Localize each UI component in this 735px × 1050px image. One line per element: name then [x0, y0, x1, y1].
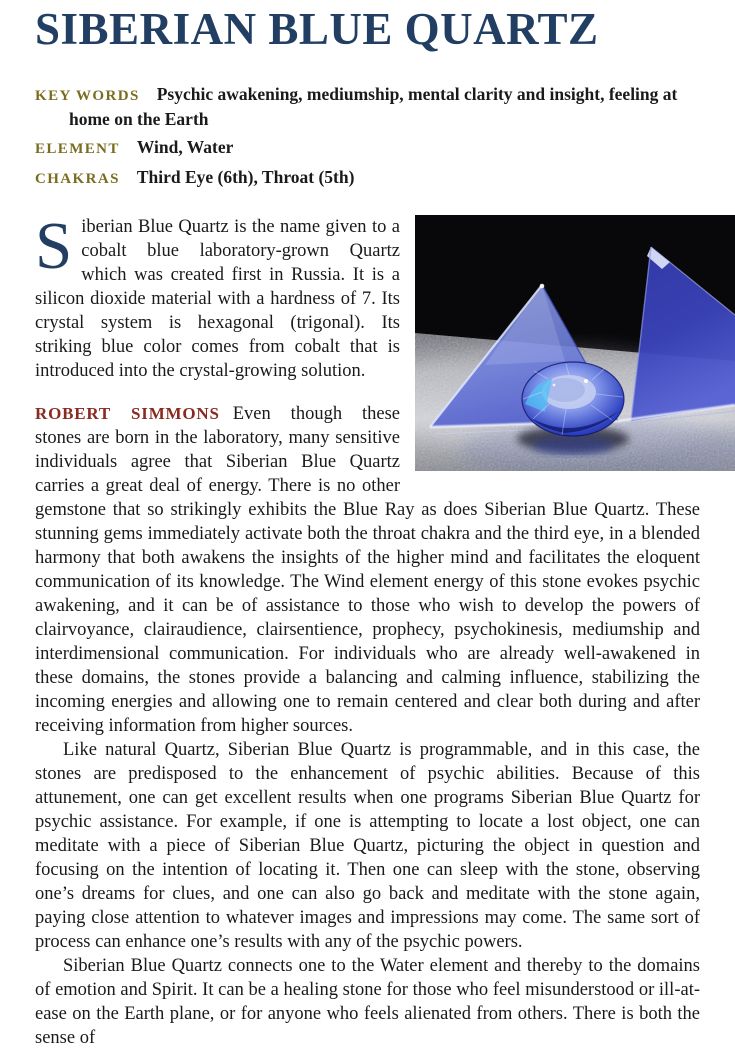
body-paragraph: Like natural Quartz, Siberian Blue Quartz is programmable, and in this case, the stones are predisposed to the enhancement of psychic abilities. Because of this attunement, one can get excellent results when one programs Siberian Blue Quartz for psychic assistance. For example, if one is attempting to locate a lost object, one can meditate with a piece of Siberian Blue Quartz, picturing the object in question and focusing on the intention of locating it. Then one can sleep with the stone, observing one’s dreams for clues, and one can also go back and meditate with the stone again, paying close attention to whatever images and impressions may come. The same sort of process can enhance one’s results with any of the psychic powers. — [35, 739, 700, 952]
simmons-text: Even though these stones are born in the laboratory, many sensitive individuals agree that Siberian Blue Quartz carries a great deal of energy. There is no other gemstone that so strikingly exhibits the Blue Ray as does Siberian Blue Quartz. These stunning gems immediately activate both the throat chakra and the third eye, in a blended harmony that both awakens the insights of the higher mind and facilitates the eloquent communication of its knowledge. The Wind element energy of this stone evokes psychic awakening, and it can be of assistance to those who wish to develop the powers of clairvoyance, clairaudience, clairsentience, prophecy, psychokinesis, mediumship and interdimensional communication. For individuals who are already well-awakened in these domains, the stones provide a balancing and calming influence, stabilizing the incoming energies and allowing one to remain centered and clear both during and after receiving information from higher sources. — [35, 403, 700, 736]
property-list — [35, 83, 700, 191]
property-label-keywords: KEY WORDS — [35, 87, 140, 104]
page-title: SIBERIAN BLUE QUARTZ — [35, 4, 599, 54]
property-value-chakras: Third Eye (6th), Throat (5th) — [136, 166, 355, 187]
property-row-keywords — [35, 83, 700, 131]
intro-text: iberian Blue Quartz is the name given to a cobalt blue laboratory-grown Quartz which was created first in Russia. It is a silicon dioxide material with a hardness of 7. Its crystal system is hexagonal (trigonal). Its striking blue color comes from cobalt that is introduced into the crystal-growing solution. — [35, 216, 400, 381]
quartz-photo-illustration — [415, 215, 735, 471]
property-row-element — [35, 136, 700, 161]
drop-cap: S — [35, 208, 73, 283]
property-row-chakras — [35, 166, 700, 191]
property-label-chakras: CHAKRAS — [35, 170, 120, 187]
property-label-element: ELEMENT — [35, 140, 120, 157]
property-value-element: Wind, Water — [136, 136, 234, 157]
author-name: ROBERT SIMMONS — [35, 403, 220, 423]
property-value-keywords: Psychic awakening, mediumship, mental clarity and insight, feeling at home on the Earth — [69, 83, 678, 129]
siberian-blue-quartz-photo — [415, 215, 735, 471]
body-paragraph: Siberian Blue Quartz connects one to the Water element and thereby to the domains of emotion and Spirit. It can be a healing stone for those who feel misunderstood or ill-at-ease on the Earth plane, or for anyone who feels alienated from others. There is both the sense of — [35, 955, 700, 1048]
article-body — [35, 208, 700, 1050]
oval-blue-gem — [522, 362, 624, 436]
